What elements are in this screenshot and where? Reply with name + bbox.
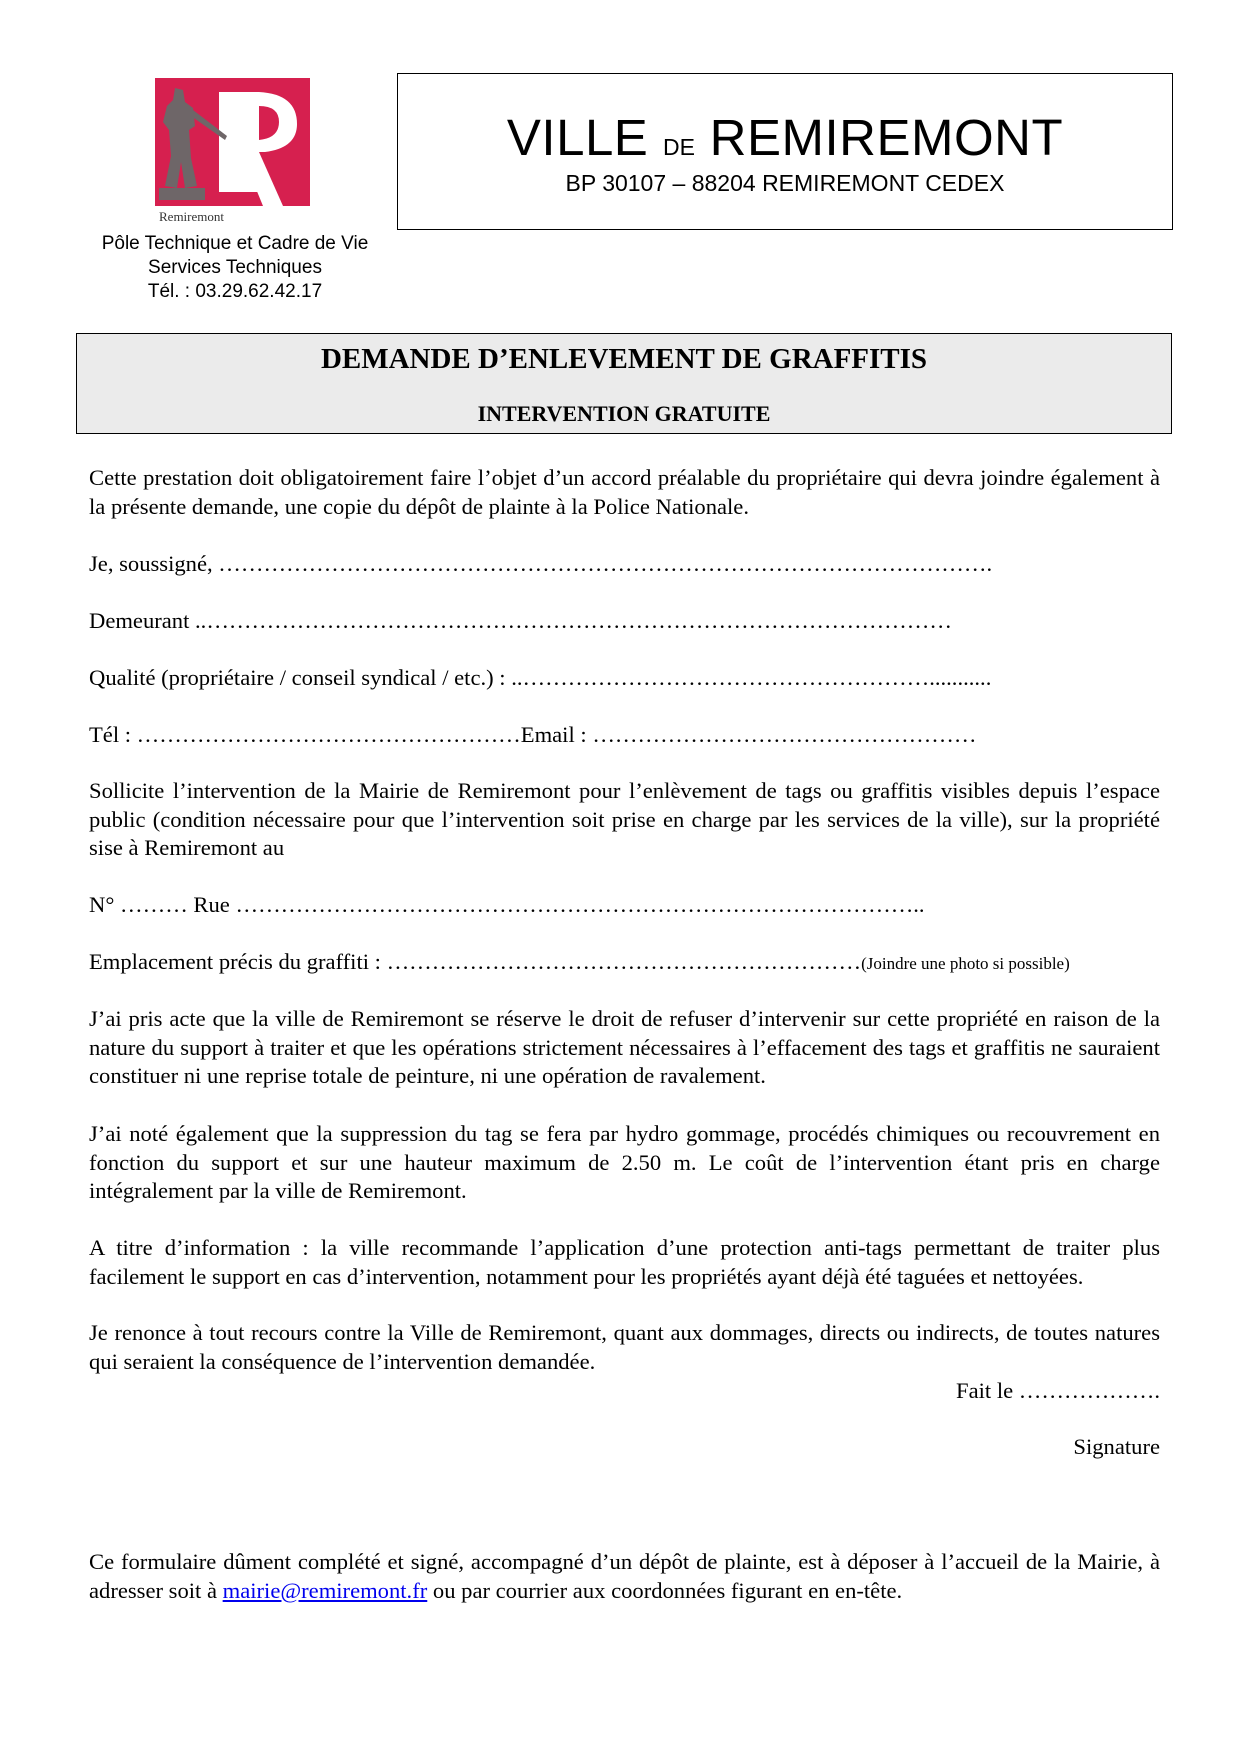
city-title-de: DE [663,134,695,160]
logo-caption-text: Remiremont [159,209,224,224]
footer-text-before: Ce formulaire dûment complété et signé, accompagné d’un dépôt de plainte, est à déposer à l’accueil de la Mairie, à adresser soit à [89,1549,1160,1603]
field-email: Email : …………………………………………… [520,722,977,747]
field-emplacement-label: Emplacement précis du graffiti : ……………………………………………………… [89,949,862,974]
logo-graphic [155,78,310,226]
fait-le: Fait le ………………. [956,1378,1160,1403]
document-title: DEMANDE D’ENLEVEMENT DE GRAFFITIS [320,343,928,375]
footer-paragraph [89,1548,1160,1605]
intro-paragraph: Cette prestation doit obligatoirement faire l’objet d’un accord préalable du propriétaire qui devra joindre également à la présente demande, une copie du dépôt de plainte à la Police Nationale. [89,465,1160,519]
field-tel: Tél : …………………………………………… [89,722,521,747]
renonce-paragraph: Je renonce à tout recours contre la Ville de Remiremont, quant aux dommages, directs ou indirects, de toutes natures qui seraient la conséquence de l’intervention demandée. [89,1320,1160,1374]
service-pole: Pôle Technique et Cadre de Vie [101,233,369,254]
field-tel-email [89,721,1164,749]
city-logo [155,78,310,226]
information-paragraph: A titre d’information : la ville recommande l’application d’une protection anti-tags permettant de traiter plus facilement le support en cas d’intervention, notamment pour les propriétés ayant déjà été taguées et nettoyées. [89,1235,1160,1289]
field-emplacement [89,948,1164,978]
field-soussigne: Je, soussigné, …………………………………………………………………………………………. [89,551,993,576]
field-numero-rue: N° ……… Rue ……………………………………………………………………………….. [89,892,925,917]
city-title [398,110,1172,175]
footer-email-link[interactable]: mairie@remiremont.fr [222,1577,428,1603]
city-header-box [397,73,1173,230]
note-paragraph: J’ai noté également que la suppression du tag se fera par hydro gommage, procédés chimiques ou recouvrement en fonction du support et sur une hauteur maximum de 2.50 m. Le coût de l’intervention étant pris en charge intégralement par la ville de Remiremont. [89,1121,1160,1203]
field-demeurant: Demeurant ..……………………………………………………………………………………… [89,608,952,633]
city-title-name: REMIREMONT [709,109,1064,166]
signature-label: Signature [1073,1434,1160,1459]
title-box [76,333,1172,434]
sollicite-paragraph: Sollicite l’intervention de la Mairie de Remiremont pour l’enlèvement de tags ou graffitis visibles depuis l’espace public (condition nécessaire pour que l’intervention soit prise en charge par les services de la ville), sur la propriété sise à Remiremont au [89,778,1160,860]
city-address: BP 30107 – 88204 REMIREMONT CEDEX [565,170,1005,196]
field-emplacement-note: (Joindre une photo si possible) [861,954,1070,973]
service-info [60,232,410,304]
field-qualite: Qualité (propriétaire / conseil syndical / etc.) : ..………………………………………………........... [89,665,992,690]
service-name: Services Techniques [148,257,322,278]
pris-acte-paragraph: J’ai pris acte que la ville de Remiremont se réserve le droit de refuser d’intervenir sur cette propriété en raison de la nature du support à traiter et que les opérations strictement nécessaires à l’effacement des tags et graffitis ne sauraient constituer ni une reprise totale de peinture, ni une opération de ravalement. [89,1006,1160,1088]
service-phone: Tél. : 03.29.62.42.17 [147,281,323,302]
city-title-ville: VILLE [506,109,649,166]
document-subtitle: INTERVENTION GRATUITE [477,401,771,426]
footer-text-after: ou par courrier aux coordonnées figurant en en-tête. [427,1577,903,1603]
